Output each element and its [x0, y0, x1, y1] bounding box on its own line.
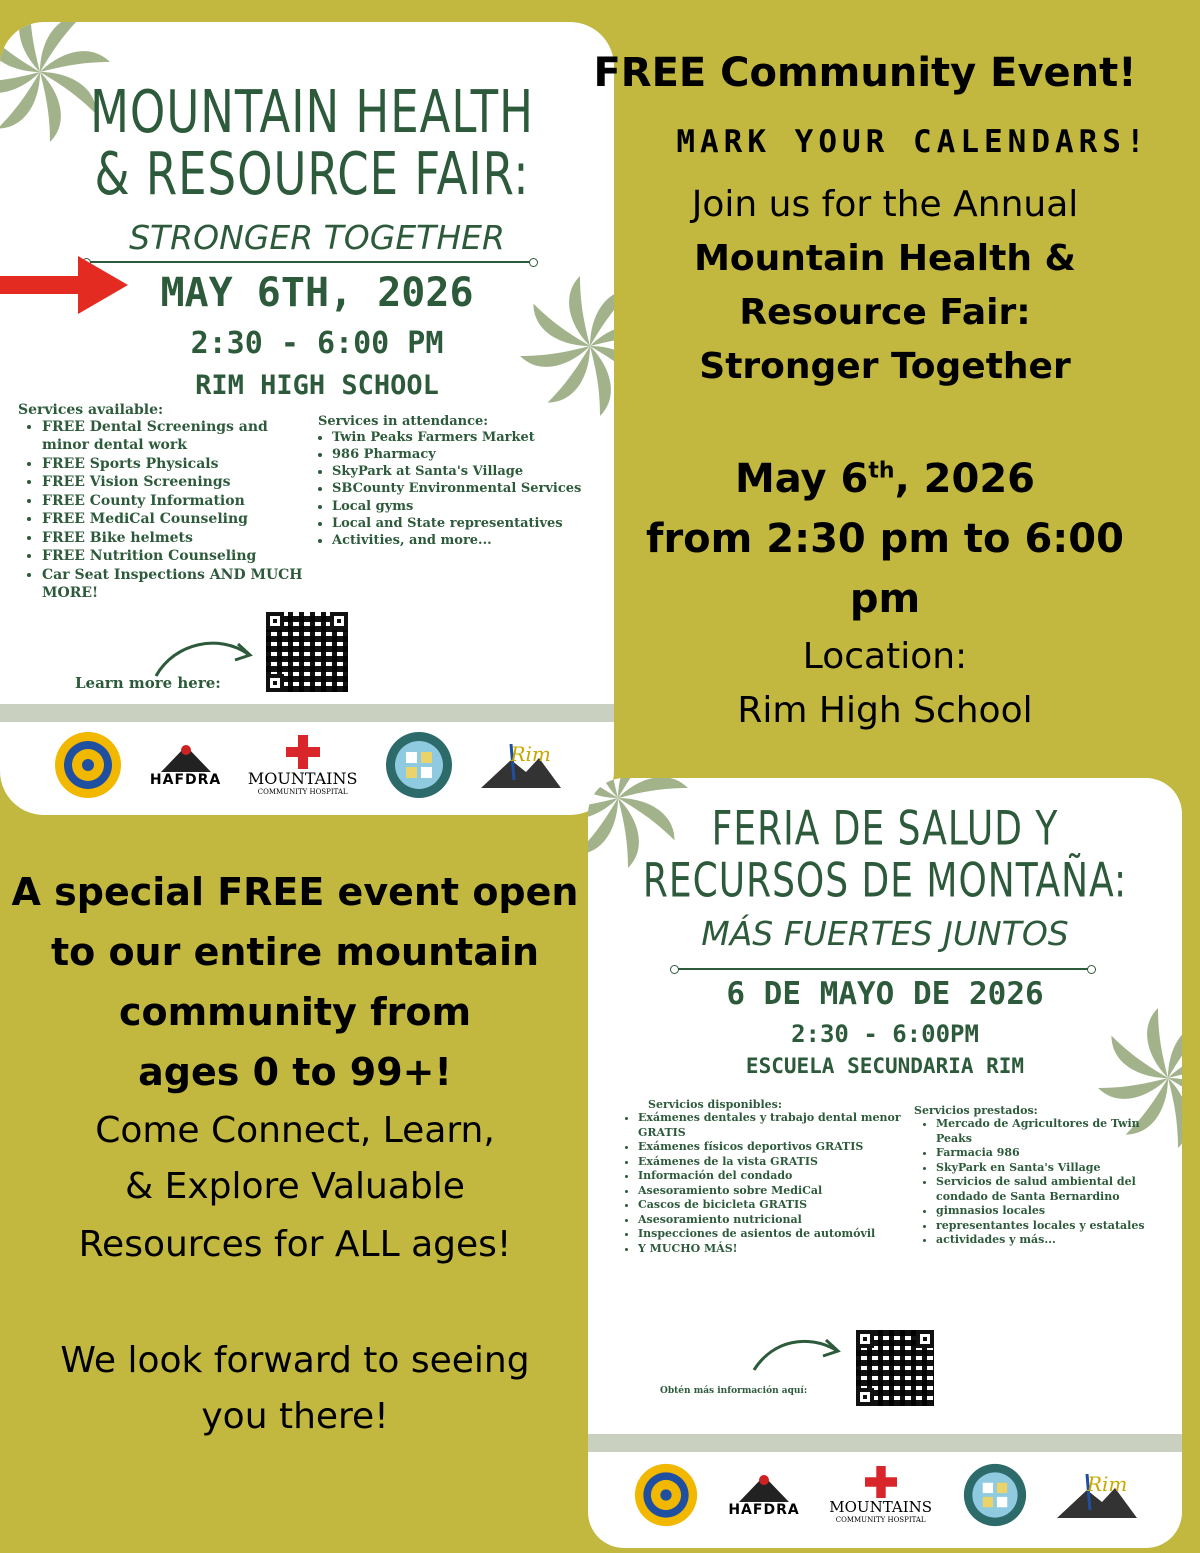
date-main: May 6	[734, 456, 869, 502]
hafdra-label: HAFDRA	[728, 1502, 800, 1518]
list-item: • Local gyms	[332, 498, 610, 515]
hafdra-logo	[728, 1472, 799, 1518]
list-item: • FREE Vision Screenings	[42, 473, 318, 491]
list-item: • FREE Nutrition Counseling	[42, 547, 318, 565]
rim-label: Rim	[1086, 1472, 1128, 1496]
services-available-list	[618, 1098, 908, 1256]
list-item: • FREE MediCal Counseling	[42, 510, 318, 528]
list-item: • Farmacia 986	[936, 1146, 1176, 1161]
flyer-divider	[90, 261, 530, 263]
red-cross-icon	[286, 735, 320, 769]
curved-arrow-icon	[748, 1330, 848, 1376]
flyer-location: RIM HIGH SCHOOL	[195, 370, 439, 401]
connect-line3: Resources for ALL ages!	[78, 1224, 512, 1265]
event-time-line2: pm	[849, 576, 921, 622]
flyer-date: MAY 6TH, 2026	[160, 270, 474, 316]
list-item: • Car Seat Inspections AND MUCH MORE!	[42, 566, 318, 603]
list-item: • Servicios de salud ambiental del condado de Santa Bernardino	[936, 1175, 1176, 1204]
hafdra-label: HAFDRA	[149, 772, 222, 788]
location-value: Rim High School	[737, 690, 1033, 731]
location-label: Location:	[802, 636, 968, 677]
flyer-subtitle: MÁS FUERTES JUNTOS	[701, 914, 1069, 953]
rim-district-logo	[481, 740, 561, 790]
list-item: • Asesoramiento sobre MediCal	[638, 1184, 908, 1199]
mountain-icon	[161, 742, 211, 772]
spanish-flyer	[588, 778, 1182, 1548]
hafdra-logo	[150, 742, 221, 788]
learn-more-label: Obtén más información aquí:	[660, 1386, 808, 1396]
list-item: • SkyPark at Santa's Village	[332, 463, 610, 480]
list-item: • representantes locales y estatales	[936, 1219, 1176, 1234]
mountains-sub-label: COMMUNITY HOSPITAL	[835, 1516, 926, 1524]
list-item: • Activities, and more...	[332, 532, 610, 549]
services-heading: Servicios disponibles:	[648, 1098, 782, 1111]
rim-of-world-recreation-seal-icon	[962, 1462, 1028, 1528]
flyer-date: 6 DE MAYO DE 2026	[726, 976, 1044, 1012]
list-item: • FREE Bike helmets	[42, 529, 318, 547]
rim-district-logo	[1057, 1470, 1137, 1520]
flyer-subtitle: STRONGER TOGETHER	[129, 218, 505, 257]
list-item: • Y MUCHO MÁS!	[638, 1242, 908, 1257]
date-year: , 2026	[894, 456, 1036, 502]
list-item: • 986 Pharmacy	[332, 446, 610, 463]
list-item: • Exámenes de la vista GRATIS	[638, 1155, 908, 1170]
flyer-location: ESCUELA SECUNDARIA RIM	[745, 1054, 1025, 1078]
list-item: • Local and State representatives	[332, 515, 610, 532]
special-event-line3: community from	[118, 990, 472, 1034]
list-item: • Asesoramiento nutricional	[638, 1213, 908, 1228]
mountains-hospital-logo	[829, 1466, 932, 1524]
learn-more-label: Learn more here:	[75, 674, 221, 692]
join-text: Join us for the Annual	[691, 184, 1079, 225]
mountains-hospital-logo	[248, 735, 358, 796]
list-item: • Cascos de bicicleta GRATIS	[638, 1198, 908, 1213]
flyer-title-line2: & RESOURCE FAIR:	[94, 139, 530, 209]
connect-line1: Come Connect, Learn,	[95, 1110, 495, 1151]
flyer-title-line1: MOUNTAIN HEALTH	[90, 77, 534, 147]
list-item: • Twin Peaks Farmers Market	[332, 429, 610, 446]
connect-line2: & Explore Valuable	[125, 1166, 465, 1207]
rotary-logo-icon	[53, 730, 123, 800]
rotary-logo-icon	[633, 1462, 699, 1528]
services-available-list	[18, 402, 318, 603]
list-item: • Información del condado	[638, 1169, 908, 1184]
mountains-sub-label: COMMUNITY HOSPITAL	[257, 787, 348, 796]
event-headline: FREE Community Event!	[593, 50, 1137, 96]
event-name-line1: Mountain Health &	[694, 238, 1076, 279]
list-item: • Inspecciones de asientos de automóvil	[638, 1227, 908, 1242]
services-attendance-list	[914, 1104, 1176, 1248]
event-name-line3: Stronger Together	[699, 346, 1071, 387]
special-event-line4: ages 0 to 99+!	[138, 1050, 452, 1094]
rim-of-world-recreation-seal-icon	[384, 730, 454, 800]
list-item: • FREE County Information	[42, 492, 318, 510]
flyer-footer-band	[588, 1434, 1182, 1452]
list-item: • SkyPark en Santa's Village	[936, 1161, 1176, 1176]
rim-label: Rim	[510, 742, 551, 766]
red-cross-icon	[865, 1466, 897, 1498]
list-item: • Mercado de Agricultores de Twin Peaks	[936, 1117, 1176, 1146]
list-item: • gimnasios locales	[936, 1204, 1176, 1219]
event-name-line2: Resource Fair:	[739, 292, 1031, 333]
date-suffix: th	[868, 458, 895, 484]
special-event-line2: to our entire mountain	[50, 930, 540, 974]
flyer-time: 2:30 - 6:00PM	[791, 1020, 979, 1048]
flyer-title-line2: RECURSOS DE MONTAÑA:	[642, 853, 1128, 909]
special-event-line1: A special FREE event open	[11, 870, 579, 914]
mountains-label: MOUNTAINS	[829, 1498, 933, 1516]
mountains-label: MOUNTAINS	[247, 768, 358, 788]
list-item: • FREE Sports Physicals	[42, 455, 318, 473]
mark-calendars: MARK YOUR CALENDARS!	[676, 124, 1150, 160]
event-time-line1: from 2:30 pm to 6:00	[646, 516, 1124, 562]
list-item: • Exámenes físicos deportivos GRATIS	[638, 1140, 908, 1155]
flyer-divider	[678, 968, 1088, 970]
closing-line2: you there!	[201, 1396, 389, 1437]
list-item: • actividades y más...	[936, 1233, 1176, 1248]
sponsor-logos	[0, 730, 614, 800]
list-item: • Exámenes dentales y trabajo dental menor GRATIS	[638, 1111, 908, 1140]
list-item: • SBCounty Environmental Services	[332, 480, 610, 497]
flyer-title-line1: FERIA DE SALUD Y	[711, 801, 1059, 857]
services-heading: Services available:	[18, 402, 164, 418]
event-date	[600, 456, 1170, 502]
mountain-icon	[739, 1472, 789, 1502]
flyer-footer-band	[0, 704, 614, 722]
attendance-heading: Servicios prestados:	[914, 1104, 1038, 1117]
sponsor-logos	[588, 1460, 1182, 1530]
english-flyer	[0, 22, 614, 815]
attendance-heading: Services in attendance:	[318, 414, 489, 429]
flyer-time: 2:30 - 6:00 PM	[190, 326, 444, 361]
qr-code[interactable]	[266, 612, 348, 692]
list-item: • FREE Dental Screenings and minor dental work	[42, 418, 318, 455]
services-attendance-list	[318, 414, 610, 549]
closing-line1: We look forward to seeing	[60, 1340, 530, 1381]
qr-code[interactable]	[856, 1330, 934, 1406]
